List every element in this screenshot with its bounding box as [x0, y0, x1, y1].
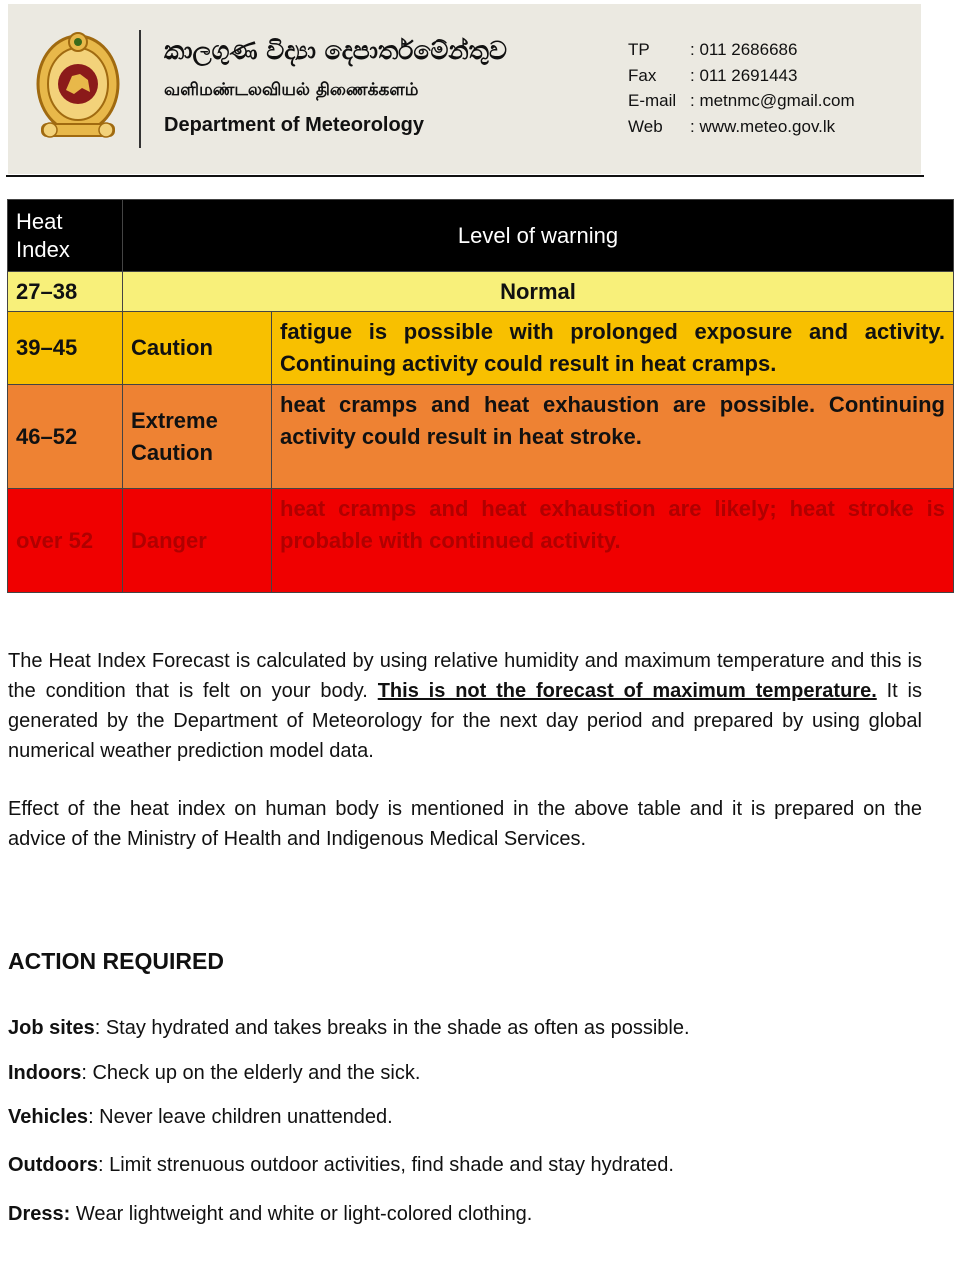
disclaimer-text: This is not the forecast of maximum temperature.	[377, 680, 877, 702]
warning-level-header: Level of warning	[123, 200, 954, 272]
table-row	[8, 312, 954, 385]
warning-level: Danger	[123, 489, 272, 593]
heat-index-header: Heat Index	[8, 200, 123, 272]
explanation-text: It is generated by the Department of Meteorology for the next day period and prepared by using global numerical weather prediction model data.	[8, 680, 923, 762]
warning-description: heat cramps and heat exhaustion are likely; heat stroke is probable with continued activity.	[272, 489, 954, 593]
header-rule	[6, 175, 924, 177]
warning-description: heat cramps and heat exhaustion are possible. Continuing activity could result in heat stroke.	[272, 385, 954, 489]
contact-value: : www.meteo.gov.lk	[690, 116, 836, 136]
warning-level: Normal	[123, 272, 954, 312]
heat-index-explanation	[8, 646, 922, 766]
department-name-english: Department of Meteorology	[164, 114, 425, 136]
letterhead	[8, 4, 921, 174]
contact-value: : 011 2691443	[690, 65, 798, 85]
header-divider	[139, 30, 141, 148]
action-item	[8, 1203, 532, 1226]
contact-label: Fax	[628, 65, 657, 85]
sri-lanka-emblem-icon	[32, 28, 124, 148]
action-text: Wear lightweight and white or light-colored clothing.	[70, 1203, 533, 1225]
contact-web	[628, 117, 855, 143]
department-name-tamil: வளிமண்டலவியல் திணைக்களம்	[164, 80, 419, 100]
heat-index-range: over 52	[8, 489, 123, 593]
warning-level: Caution	[123, 312, 272, 385]
action-sep: :	[88, 1106, 94, 1128]
action-label: Indoors	[8, 1062, 82, 1084]
warning-level: Extreme Caution	[123, 385, 272, 489]
contact-label: E-mail	[628, 91, 677, 110]
table-row	[8, 489, 954, 593]
action-label: Job sites	[8, 1017, 95, 1039]
table-row	[8, 272, 954, 312]
action-required-heading: ACTION REQUIRED	[8, 948, 224, 974]
action-item	[8, 1062, 420, 1085]
heat-index-range: 27–38	[8, 272, 123, 312]
table-header-row	[8, 200, 954, 272]
action-label: Outdoors	[8, 1154, 98, 1176]
action-sep: :	[81, 1062, 87, 1084]
heat-index-table	[7, 199, 954, 593]
contact-email	[628, 91, 855, 117]
action-sep: :	[98, 1154, 104, 1176]
contact-label: TP	[628, 40, 650, 59]
action-text: Check up on the elderly and the sick.	[86, 1062, 421, 1084]
warning-description: fatigue is possible with prolonged exposure and activity. Continuing activity could result in heat cramps.	[272, 312, 954, 385]
contact-fax	[628, 66, 855, 92]
action-sep: :	[94, 1017, 101, 1039]
action-text: Stay hydrated and takes breaks in the shade as often as possible.	[100, 1017, 690, 1039]
heat-index-range: 39–45	[8, 312, 123, 385]
heat-index-range: 46–52	[8, 385, 123, 489]
contact-label: Web	[628, 116, 663, 136]
action-text: Limit strenuous outdoor activities, find shade and stay hydrated.	[103, 1154, 674, 1176]
department-name-sinhala: කාලගුණ විද්‍යා දෙපාර්තමේන්තුව	[164, 36, 507, 65]
table-row	[8, 385, 954, 489]
contact-tp	[628, 40, 855, 66]
action-text: Never leave children unattended.	[93, 1106, 393, 1128]
action-label: Vehicles	[8, 1106, 89, 1128]
action-item	[8, 1017, 690, 1040]
action-item	[8, 1106, 393, 1129]
action-item	[8, 1154, 674, 1177]
contact-value: : 011 2686686	[690, 40, 798, 59]
explanation-text: The Heat Index Forecast is calculated by using relative humidity and maximum temperature and this is the condition that is felt on your body.	[8, 650, 922, 702]
action-label: Dress:	[8, 1203, 71, 1225]
contact-value: : metnmc@gmail.com	[690, 91, 855, 110]
contact-block	[628, 40, 855, 142]
health-advice-paragraph: Effect of the heat index on human body is mentioned in the above table and it is prepared on the advice of the Ministry of Health and Indigenous Medical Services.	[8, 798, 922, 850]
